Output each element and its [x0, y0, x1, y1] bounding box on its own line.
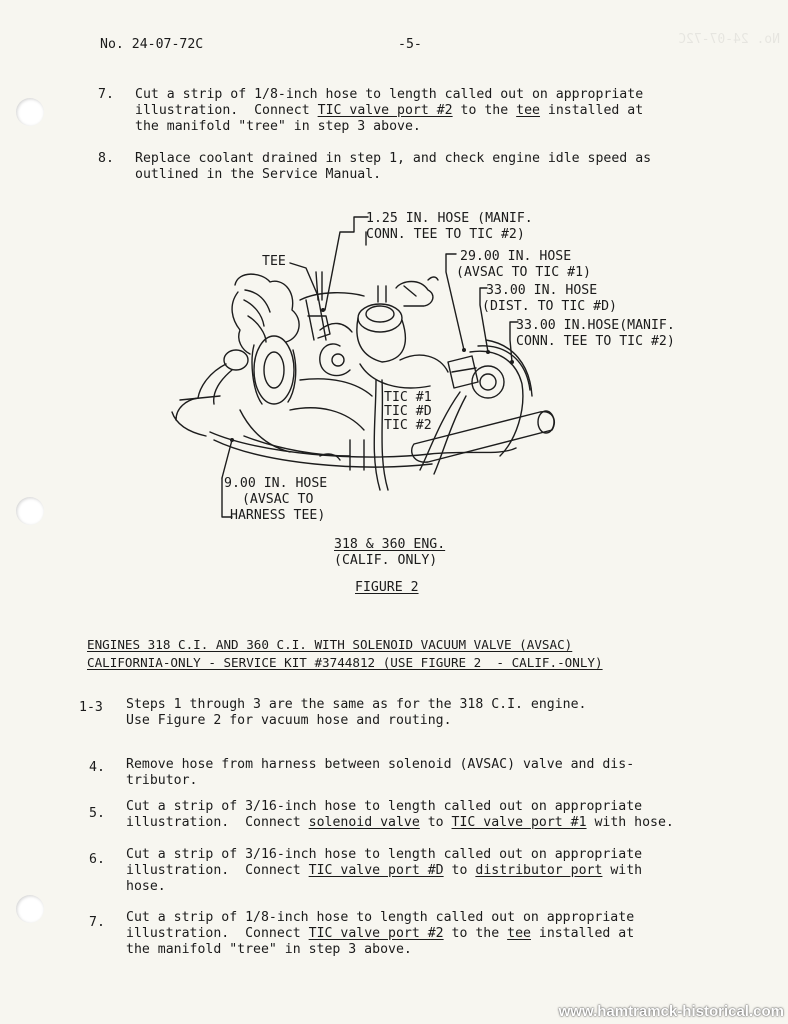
step-6-line2: illustration. Connect TIC valve port #D to distributor port with: [126, 863, 643, 878]
callout-hose-29-line2: (AVSAC TO TIC #1): [456, 265, 591, 280]
step-7-line2: illustration. Connect TIC valve port #2 to the tee installed at: [126, 926, 635, 941]
callout-hose-33-dist-line2: (DIST. TO TIC #D): [482, 299, 617, 314]
page-number: -5-: [398, 37, 422, 52]
callout-tic-d: TIC #D: [384, 404, 432, 419]
top-step-7-line1: Cut a strip of 1/8-inch hose to length called out on appropriate: [135, 87, 644, 102]
top-step-7-number: 7.: [98, 87, 114, 102]
step-1-3-number: 1-3: [79, 700, 103, 715]
callout-hose-9-line3: HARNESS TEE): [230, 508, 326, 523]
figure-caption-calif: (CALIF. ONLY): [334, 553, 438, 568]
top-step-8-line1: Replace coolant drained in step 1, and check engine idle speed as: [135, 151, 652, 166]
step-7-number: 7.: [89, 915, 105, 930]
step-6-number: 6.: [89, 852, 105, 867]
step-4-line2: tributor.: [126, 773, 198, 788]
callout-tee: TEE: [262, 254, 286, 269]
step-4-line1: Remove hose from harness between solenoid (AVSAC) valve and dis-: [126, 757, 635, 772]
callout-hose-33-dist-line1: 33.00 IN. HOSE: [486, 283, 598, 298]
step-1-3-line1: Steps 1 through 3 are the same as for the 318 C.I. engine.: [126, 697, 587, 712]
step-1-3-line2: Use Figure 2 for vacuum hose and routing.: [126, 713, 452, 728]
top-step-7-line3: the manifold "tree" in step 3 above.: [135, 119, 421, 134]
callout-hose-9-line1: 9.00 IN. HOSE: [224, 476, 328, 491]
step-6-line1: Cut a strip of 3/16-inch hose to length called out on appropriate: [126, 847, 643, 862]
callout-tic-1: TIC #1: [384, 390, 432, 405]
callout-hose-9-line2: (AVSAC TO: [234, 492, 314, 507]
step-6-line3: hose.: [126, 879, 166, 894]
doc-number: No. 24-07-72C: [100, 37, 204, 52]
top-step-8-number: 8.: [98, 151, 114, 166]
section-title-line1: ENGINES 318 C.I. AND 360 C.I. WITH SOLENOID VACUUM VALVE (AVSAC): [87, 637, 573, 652]
figure-caption-engine: 318 & 360 ENG.: [334, 537, 446, 552]
top-step-8-line2: outlined in the Service Manual.: [135, 167, 382, 182]
step-4-number: 4.: [89, 760, 105, 775]
callout-hose-1-25-line2: CONN. TEE TO TIC #2): [366, 227, 525, 242]
callout-hose-1-25-line1: 1.25 IN. HOSE (MANIF.: [366, 211, 533, 226]
site-watermark: www.hamtramck-historical.com: [558, 1003, 784, 1020]
step-5-line1: Cut a strip of 3/16-inch hose to length called out on appropriate: [126, 799, 643, 814]
step-5-line2: illustration. Connect solenoid valve to TIC valve port #1 with hose.: [126, 815, 674, 830]
bleed-through-text: No. 24-07-72C: [678, 32, 780, 47]
callout-hose-33-manif-line1: 33.00 IN.HOSE(MANIF.: [516, 318, 675, 333]
callout-tic-2: TIC #2: [384, 418, 432, 433]
figure-label: FIGURE 2: [355, 580, 419, 595]
top-step-7-line2: illustration. Connect TIC valve port #2 to the tee installed at: [135, 103, 644, 118]
callout-hose-29-line1: 29.00 IN. HOSE: [460, 249, 572, 264]
section-title-line2: CALIFORNIA-ONLY - SERVICE KIT #3744812 (USE FIGURE 2 - CALIF.-ONLY): [87, 655, 603, 670]
step-7-line1: Cut a strip of 1/8-inch hose to length called out on appropriate: [126, 910, 635, 925]
step-7-line3: the manifold "tree" in step 3 above.: [126, 942, 412, 957]
step-5-number: 5.: [89, 806, 105, 821]
callout-hose-33-manif-line2: CONN. TEE TO TIC #2): [516, 334, 675, 349]
